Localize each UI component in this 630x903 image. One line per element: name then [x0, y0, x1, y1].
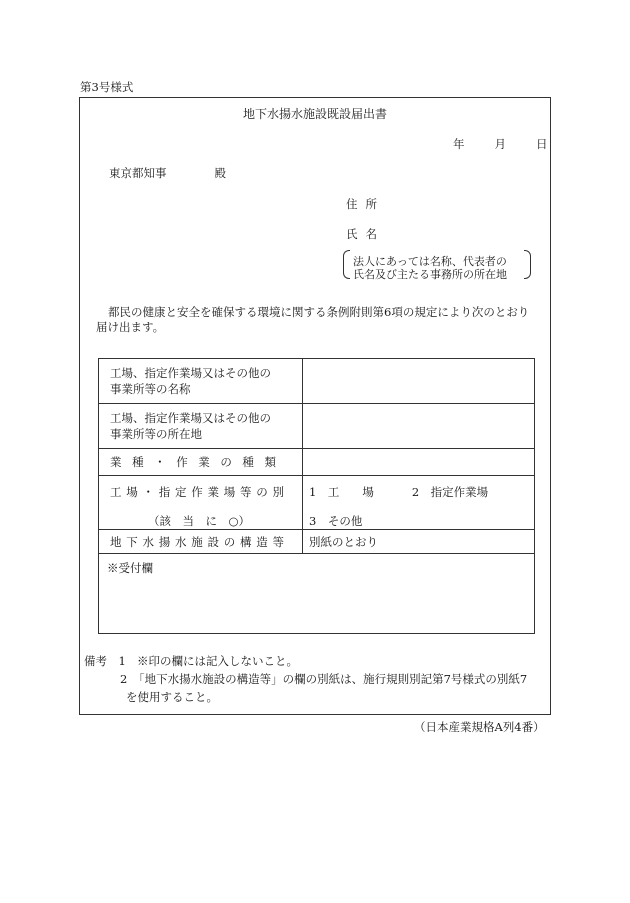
char: の [220, 455, 232, 469]
char: 事 [110, 427, 122, 441]
date-line [453, 139, 548, 151]
char: 事 [110, 382, 122, 396]
bracket-left [343, 250, 350, 279]
addressee-name: 東京都知事 [109, 166, 167, 180]
facility-category-options [303, 476, 535, 530]
char: 下 [126, 534, 138, 549]
body-text-line1: 都民の健康と安全を確保する環境に関する条例附則第6項の規定により次のとおり [108, 305, 530, 319]
structure-label-text [110, 534, 284, 550]
addressee [109, 168, 226, 180]
char: 指 [158, 485, 171, 499]
char: 類 [264, 455, 276, 469]
body-text-line2: 届け出ます。 [96, 320, 165, 334]
char: 定 [175, 485, 187, 499]
category-options-row1 [309, 484, 534, 500]
note-2-line1: 2 「地下水揚水施設の構造等」の欄の別紙は、施行規則別記第7号様式の別紙7 [120, 672, 528, 686]
option-designated-workplace[interactable]: 2 指定作業場 [411, 485, 489, 499]
paper-size-note: （日本産業規格A列4番） [414, 720, 545, 734]
option-other[interactable]: 3 その他 [309, 514, 363, 528]
char: 設 [207, 534, 219, 549]
table-row [99, 530, 535, 554]
corporate-note-bracket [343, 250, 531, 279]
note-1: ※印の欄には記入しないこと。 [137, 654, 298, 668]
char: 水 [175, 534, 187, 549]
date-month: 月 [494, 137, 506, 151]
char: 構 [240, 534, 252, 549]
char: 施 [191, 534, 203, 549]
char: 名 [167, 382, 179, 396]
char: 業 [121, 427, 133, 441]
char: の [156, 382, 168, 396]
char: 作 [176, 455, 188, 469]
facility-name-label-line2 [110, 381, 276, 397]
char: の [256, 485, 268, 499]
char: 等 [240, 485, 252, 499]
date-day: 日 [536, 137, 548, 151]
char: 水 [142, 534, 154, 549]
char: 工 [110, 485, 122, 499]
char: 揚 [158, 534, 171, 549]
char: 地 [190, 427, 202, 441]
business-type-label [99, 449, 303, 476]
business-type-field[interactable] [303, 449, 535, 476]
char: 場 [126, 485, 138, 499]
facility-location-label-line2 [110, 426, 276, 442]
char: 業 [198, 455, 210, 469]
char: 等 [144, 427, 156, 441]
char: 在 [179, 427, 191, 441]
document-title: 地下水揚水施設既設届出書 [242, 107, 387, 121]
char: 種 [242, 455, 254, 469]
char: 所 [167, 427, 179, 441]
facility-name-label [99, 359, 303, 404]
note-2-line2: を使用すること。 [126, 690, 218, 704]
char: 造 [256, 534, 268, 549]
addressee-honorific: 殿 [214, 166, 226, 180]
facility-location-label [99, 404, 303, 449]
facility-category-label-line1 [110, 484, 284, 500]
char: 業 [121, 382, 133, 396]
char: の [223, 534, 236, 549]
structure-label [99, 530, 303, 554]
table-row [99, 554, 535, 634]
char: 業 [207, 485, 219, 499]
facility-location-label-line1: 工場、指定作業場又はその他の [110, 411, 271, 425]
business-type-label-text [110, 454, 276, 470]
option-factory[interactable]: 1 工 場 [309, 485, 374, 499]
char: 称 [179, 382, 191, 396]
char: 業 [110, 455, 122, 469]
char: 作 [191, 485, 203, 499]
bracket-right [524, 250, 531, 279]
char: の [156, 427, 168, 441]
char: 所 [133, 382, 145, 396]
facility-name-field[interactable] [303, 359, 535, 404]
table-row [99, 404, 535, 449]
facility-location-field[interactable] [303, 404, 535, 449]
form-number: 第3号様式 [80, 80, 134, 94]
facility-category-label [99, 476, 303, 530]
char: 所 [133, 427, 145, 441]
notes-heading: 備考 1 [84, 654, 126, 668]
facility-category-instruction: （該 当 に ○） [148, 514, 251, 528]
char: 場 [223, 485, 236, 499]
details-table [98, 358, 535, 634]
char: 地 [110, 534, 122, 549]
structure-value: 別紙のとおり [303, 530, 535, 554]
char: ・ [154, 455, 166, 469]
reception-label: ※受付欄 [107, 561, 153, 575]
facility-name-label-line1: 工場、指定作業場又はその他の [110, 366, 271, 380]
table-row [99, 359, 535, 404]
char: 等 [272, 534, 284, 549]
table-row [99, 476, 535, 530]
table-row [99, 449, 535, 476]
corporate-note-line2: 氏名及び主たる事務所の所在地 [353, 268, 507, 281]
char: ・ [142, 485, 154, 499]
reception-area [99, 554, 535, 634]
name-label: 氏名 [346, 227, 385, 241]
address-label: 住所 [346, 197, 385, 211]
date-year: 年 [453, 137, 465, 151]
corporate-note-line1: 法人にあっては名称、代表者の [353, 255, 507, 268]
char: 等 [144, 382, 156, 396]
char: 種 [132, 455, 144, 469]
char: 別 [272, 485, 284, 499]
